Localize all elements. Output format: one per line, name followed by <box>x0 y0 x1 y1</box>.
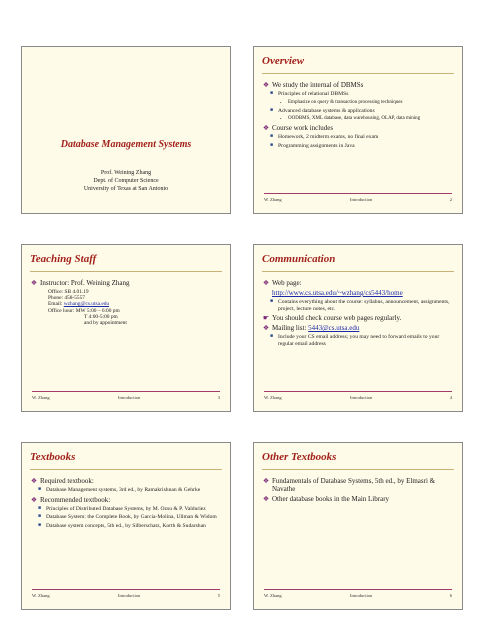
square-bullet-icon: ■ <box>270 134 274 139</box>
slide-content <box>30 279 222 326</box>
slide-title: Textbooks <box>30 451 76 463</box>
square-bullet-icon: ■ <box>38 487 42 492</box>
square-bullet-icon: ■ <box>38 505 42 511</box>
office-hours-2: T 4:00-5:00 pm <box>84 313 118 320</box>
office-hours-3: and by appointment <box>84 320 127 327</box>
web-url-line <box>262 289 454 297</box>
slide-title: Communication <box>262 253 336 265</box>
title-rule <box>262 73 454 74</box>
email-line: Email: wzhang@cs.utsa.edu <box>48 301 110 308</box>
bullet: ❖ Instructor: Prof. Weining Zhang <box>30 279 130 287</box>
sub-bullet: ■ Database System: the Complete Book, by Garcia-Molina, Ullman & Widom <box>38 514 217 520</box>
cover-info <box>22 169 230 193</box>
dot-bullet-icon: • <box>280 116 282 121</box>
sub-bullet: ■ Homework, 2 midterm exams, no final exam <box>270 134 379 140</box>
slide-content <box>262 477 454 505</box>
slide-title: Teaching Staff <box>30 253 97 265</box>
title-rule <box>262 271 454 272</box>
slide-5 <box>21 442 231 610</box>
slide-content <box>262 279 454 349</box>
square-bullet-icon: ■ <box>38 522 42 528</box>
slide-1 <box>21 46 231 214</box>
slide-content <box>30 477 222 531</box>
mailing-list-link[interactable]: 5443@cs.utsa.edu <box>308 324 360 332</box>
phone: Phone: 458-5557 <box>48 295 85 302</box>
slide-footer: W. Zhang Introduction 5 <box>32 593 220 603</box>
square-bullet-icon: ■ <box>270 334 274 339</box>
bullet: ❖ Required textbook: <box>30 477 94 485</box>
email-link[interactable]: wzhang@cs.utsa.edu <box>63 301 110 308</box>
diamond-bullet-icon: ❖ <box>262 81 270 89</box>
slide-title: Overview <box>262 55 305 67</box>
diamond-bullet-icon: ❖ <box>30 477 38 485</box>
slide-footer: W. Zhang Introduction 3 <box>32 395 220 405</box>
sub-bullet: ■ Database Management systems, 3rd ed., by Ramakrishnan & Gehrke <box>38 487 201 493</box>
diamond-bullet-icon: ❖ <box>262 279 270 287</box>
diamond-bullet-icon: ❖ <box>30 495 38 504</box>
sub-bullet: ■ Database system concepts, 5th ed., by Silberschatz, Korth & Sudarshan <box>38 522 206 529</box>
sub-bullet: ■ Programming assignments in Java <box>270 142 355 149</box>
footer-rule <box>264 589 452 590</box>
diamond-bullet-icon: ❖ <box>262 324 270 332</box>
slide-2 <box>253 46 463 214</box>
sub-bullet: ■ Contains everything about the course: syllabus, announcement, assignments, project, lecture notes, etc. <box>270 299 450 312</box>
sub-bullet: ■ Include your CS email address; you may need to forward emails to your regular email address <box>270 334 440 347</box>
square-bullet-icon: ■ <box>270 142 274 148</box>
bullet: ❖ Recommended textbook: <box>30 495 111 504</box>
slide-3 <box>21 244 231 412</box>
diamond-bullet-icon: ❖ <box>262 477 270 485</box>
footer-rule <box>264 391 452 392</box>
footer-rule <box>32 589 220 590</box>
title-rule <box>30 271 222 272</box>
slide-content <box>262 81 454 151</box>
bullet: ❖ Web page: <box>262 279 302 287</box>
dot-bullet-icon: • <box>280 99 282 105</box>
bullet: ❖ Course work includes <box>262 124 334 132</box>
title-rule <box>262 469 454 470</box>
bullet: ❖ Fundamentals of Database Systems, 5th ed., by Elmasri & Navathe <box>262 477 436 493</box>
pointing-hand-icon: ☛ <box>262 314 270 322</box>
slide-6 <box>253 442 463 610</box>
bullet: ❖ Other database books in the Main Library <box>262 495 390 503</box>
slide-footer: W. Zhang Introduction 4 <box>264 395 452 405</box>
slide-4 <box>253 244 463 412</box>
subsub-bullet: • Emphasize on query & transaction processing techniques <box>280 99 403 105</box>
sub-bullet: ■ Advanced database systems & applications <box>270 107 375 114</box>
slide-title: Other Textbooks <box>262 451 337 463</box>
diamond-bullet-icon: ❖ <box>262 124 270 132</box>
sub-bullet: ■ Principles of relational DBMSs <box>270 91 349 97</box>
department: Dept. of Computer Science <box>93 178 159 184</box>
square-bullet-icon: ■ <box>270 91 274 96</box>
square-bullet-icon: ■ <box>270 107 274 113</box>
bullet: ☛ You should check course web pages regularly. <box>262 314 402 322</box>
office: Office: SB 4.01.19 <box>48 289 89 295</box>
slide-footer: W. Zhang Introduction 6 <box>264 593 452 603</box>
square-bullet-icon: ■ <box>270 299 274 304</box>
footer-rule <box>32 391 220 392</box>
title-rule <box>30 469 222 470</box>
square-bullet-icon: ■ <box>38 514 42 519</box>
bullet: ❖ Mailing list: 5443@cs.utsa.edu <box>262 324 360 332</box>
cover-title: Database Management Systems <box>60 139 192 150</box>
author: Prof. Weining Zhang <box>100 170 152 176</box>
web-url-link[interactable]: http://www.cs.utsa.edu/~wzhang/cs5443/home <box>272 289 403 297</box>
university: University of Texas at San Antonio <box>83 186 169 192</box>
diamond-bullet-icon: ❖ <box>30 279 38 287</box>
office-hours: Office hour: MW 5:00 – 6:00 pm <box>48 307 120 314</box>
subsub-bullet: • OODBMS, XML database, data warehousing, OLAP, data mining <box>280 116 421 121</box>
sub-bullet: ■ Principles of Distributed Database Systems, by M. Ozsu & P. Valduriez <box>38 505 206 512</box>
diamond-bullet-icon: ❖ <box>262 495 270 503</box>
slide-footer: W. Zhang Introduction 2 <box>264 197 452 207</box>
footer-rule <box>264 193 452 194</box>
bullet: ❖ We study the internal of DBMSs <box>262 81 364 89</box>
